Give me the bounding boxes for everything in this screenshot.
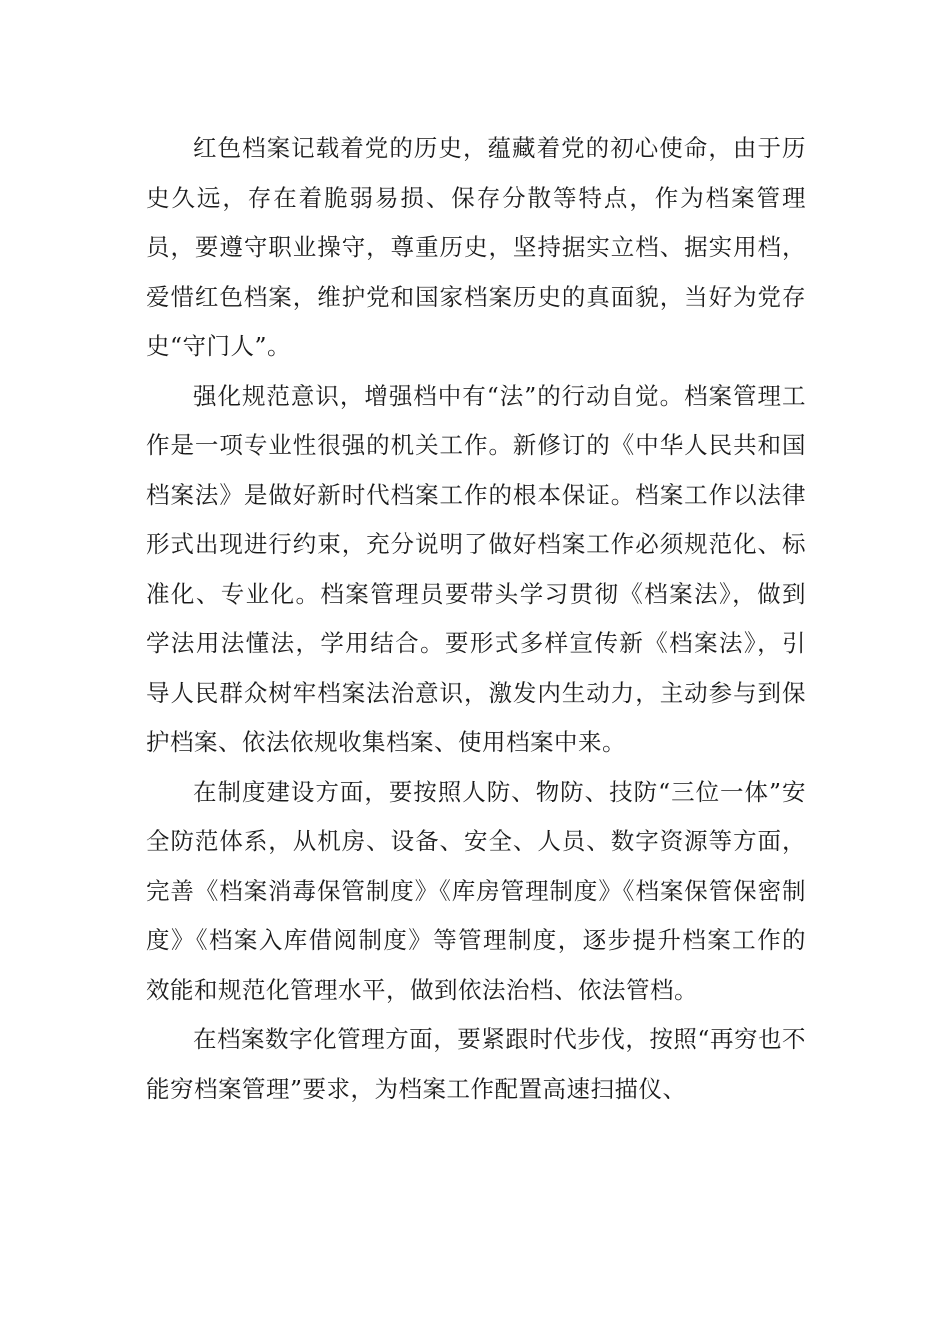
document-body (146, 124, 806, 1114)
paragraph-system-building: 在制度建设方面，要按照人防、物防、技防“三位一体”安全防范体系，从机房、设备、安全、人员、数字资源等方面，完善《档案消毒保管制度》《库房管理制度》《档案保管保密制度》《档案入库借阅制度》等管理制度，逐步提升档案工作的效能和规范化管理水平，做到依法治档、依法管档。 (146, 777, 806, 1004)
paragraph-legal-awareness: 强化规范意识，增强档中有“法”的行动自觉。档案管理工作是一项专业性很强的机关工作。新修订的《中华人民共和国档案法》是做好新时代档案工作的根本保证。档案工作以法律形式出现进行约束，充分说明了做好档案工作必须规范化、标准化、专业化。档案管理员要带头学习贯彻《档案法》，做到学法用法懂法，学用结合。要形式多样宣传新《档案法》，引导人民群众树牢档案法治意识，激发内生动力，主动参与到保护档案、依法依规收集档案、使用档案中来。 (146, 381, 806, 756)
paragraph-red-archives: 红色档案记载着党的历史，蕴藏着党的初心使命，由于历史久远，存在着脆弱易损、保存分散等特点，作为档案管理员，要遵守职业操守，尊重历史，坚持据实立档、据实用档，爱惜红色档案，维护党和国家档案历史的真面貌，当好为党存史“守门人”。 (146, 134, 806, 360)
paragraph-digitization: 在档案数字化管理方面，要紧跟时代步伐，按照“再穷也不能穷档案管理”要求，为档案工作配置高速扫描仪、 (146, 1025, 806, 1103)
